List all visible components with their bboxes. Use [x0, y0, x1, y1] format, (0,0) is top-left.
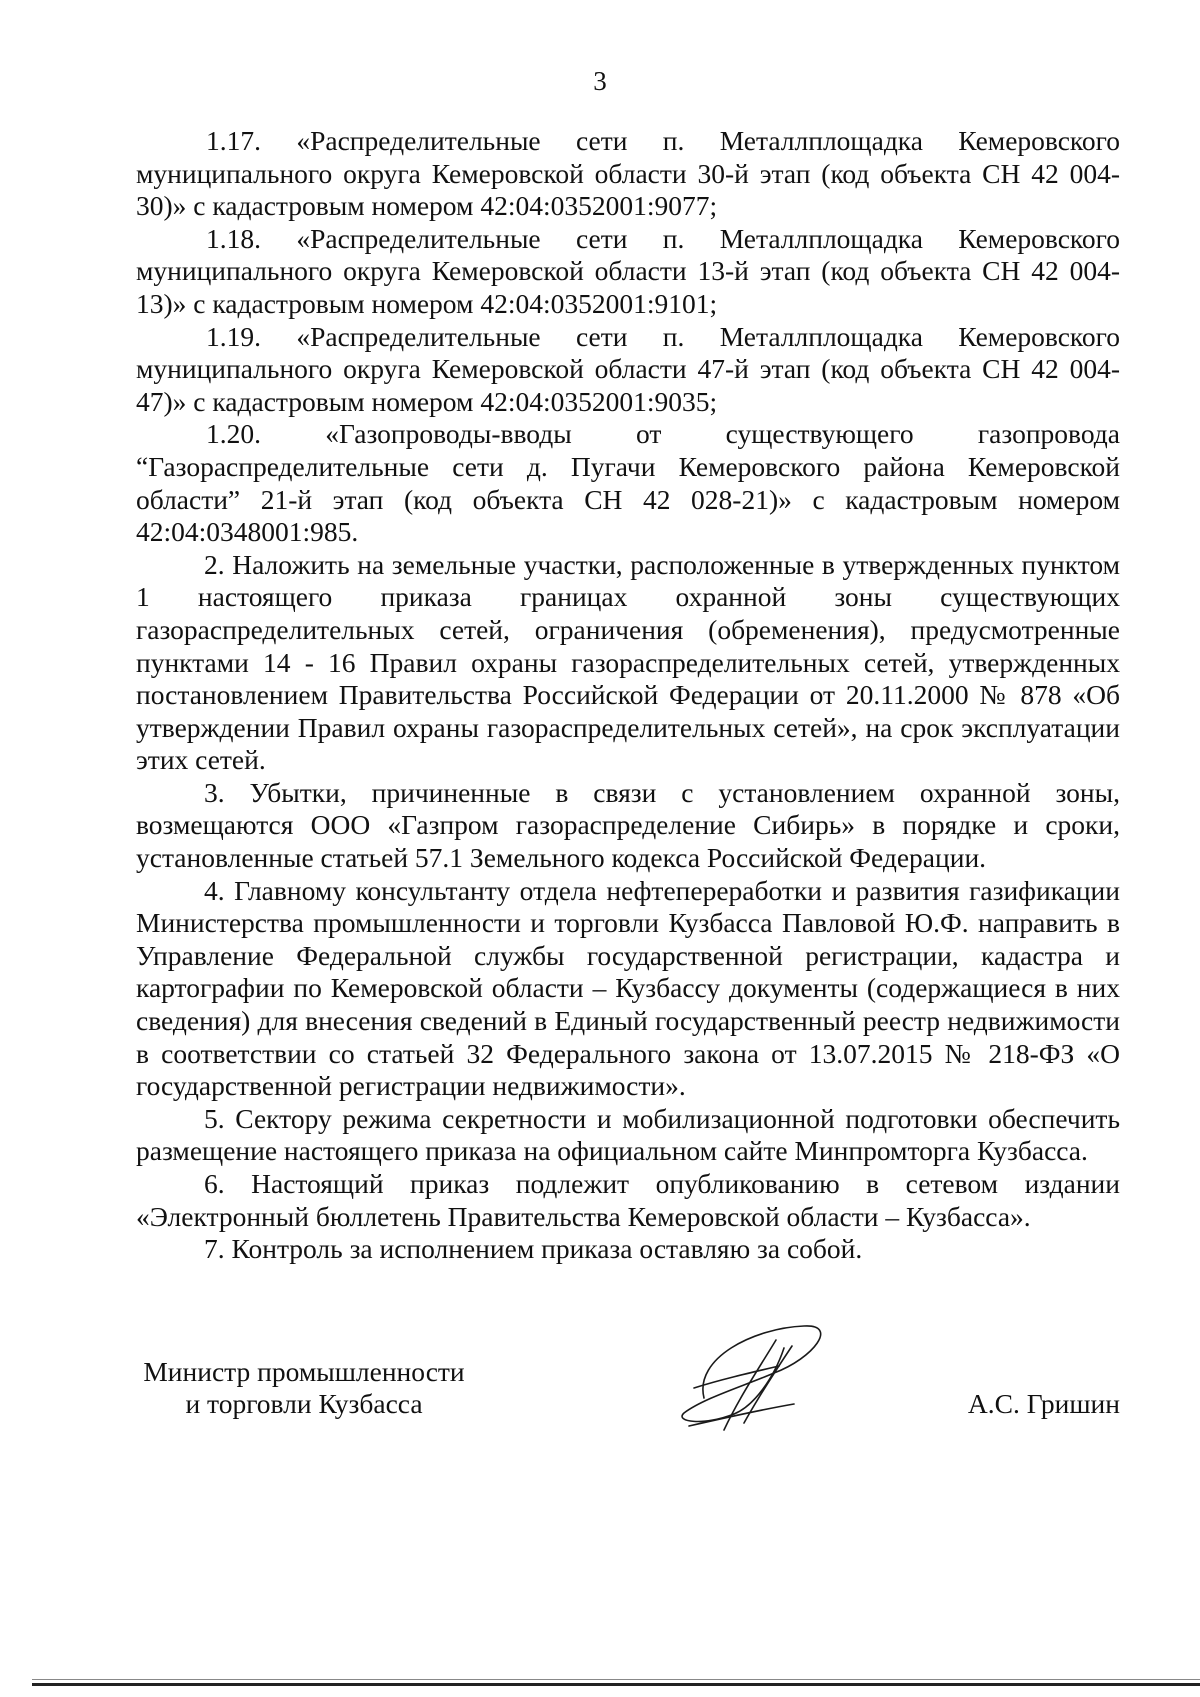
clause-4: 4. Главному консультанту отдела нефтепереработки и развития газификации Министерства промышленности и торговли Кузбасса Павловой Ю.Ф. направить в Управление Федеральной службы государственной регистрации, кадастра и картографии по Кемеровской области – Кузбассу документы (содержащиеся в них сведения) для внесения сведений в Единый государственный реестр недвижимости в соответствии со статьей 32 Федерального закона от 13.07.2015 № 218-ФЗ «О государственной регистрации недвижимости». [136, 874, 1120, 1102]
signatory-title-line-1: Министр промышленности [143, 1356, 465, 1387]
signatory-name: А.С. Гришин [967, 1388, 1120, 1419]
clause-1-19: 1.19. «Распределительные сети п. Металлплощадка Кемеровского муниципального округа Кемеровской области 47-й этап (код объекта СН 42 004-47)» с кадастровым номером 42:04:0352001:9035; [136, 320, 1120, 417]
signatory-title [136, 1356, 472, 1420]
clause-6: 6. Настоящий приказ подлежит опубликованию в сетевом издании «Электронный бюллетень Правительства Кемеровской области – Кузбасса». [136, 1168, 1120, 1232]
document-body [136, 125, 1120, 1266]
handwritten-signature [664, 1318, 844, 1438]
clause-7: 7. Контроль за исполнением приказа оставляю за собой. [204, 1233, 863, 1265]
clause-1-18: 1.18. «Распределительные сети п. Металлплощадка Кемеровского муниципального округа Кемеровской области 13-й этап (код объекта СН 42 004-13)» с кадастровым номером 42:04:0352001:9101; [136, 222, 1120, 319]
signature-block [136, 1356, 1120, 1456]
clause-1-17: 1.17. «Распределительные сети п. Металлплощадка Кемеровского муниципального округа Кемеровской области 30-й этап (код объекта СН 42 004-30)» с кадастровым номером 42:04:0352001:9077; [136, 125, 1120, 222]
clause-1-20: 1.20. «Газопроводы-вводы от существующего газопровода “Газораспределительные сети д. Пугачи Кемеровского района Кемеровской области” 21-й этап (код объекта СН 42 028-21)» с кадастровым номером 42:04:0348001:985. [136, 418, 1120, 548]
clause-3: 3. Убытки, причиненные в связи с установлением охранной зоны, возмещаются ООО «Газпром газораспределение Сибирь» в порядке и сроки, установленные статьей 57.1 Земельного кодекса Российской Федерации. [136, 776, 1120, 874]
page-number: 3 [593, 66, 607, 96]
signatory-title-line-2: и торговли Кузбасса [185, 1388, 423, 1419]
clause-5: 5. Сектору режима секретности и мобилизационной подготовки обеспечить размещение настоящего приказа на официальном сайте Минпромторга Кузбасса. [136, 1102, 1120, 1167]
clause-2: 2. Наложить на земельные участки, расположенные в утвержденных пунктом 1 настоящего приказа границах охранной зоны существующих газораспределительных сетей, ограничения (обременения), предусмотренные пунктами 14 - 16 Правил охраны газораспределительных сетей, утвержденных постановлением Правительства Российской Федерации от 20.11.2000 № 878 «Об утверждении Правил охраны газораспределительных сетей», на срок эксплуатации этих сетей. [136, 548, 1120, 776]
bottom-divider-thin [32, 1679, 1200, 1680]
bottom-divider [32, 1683, 1200, 1686]
